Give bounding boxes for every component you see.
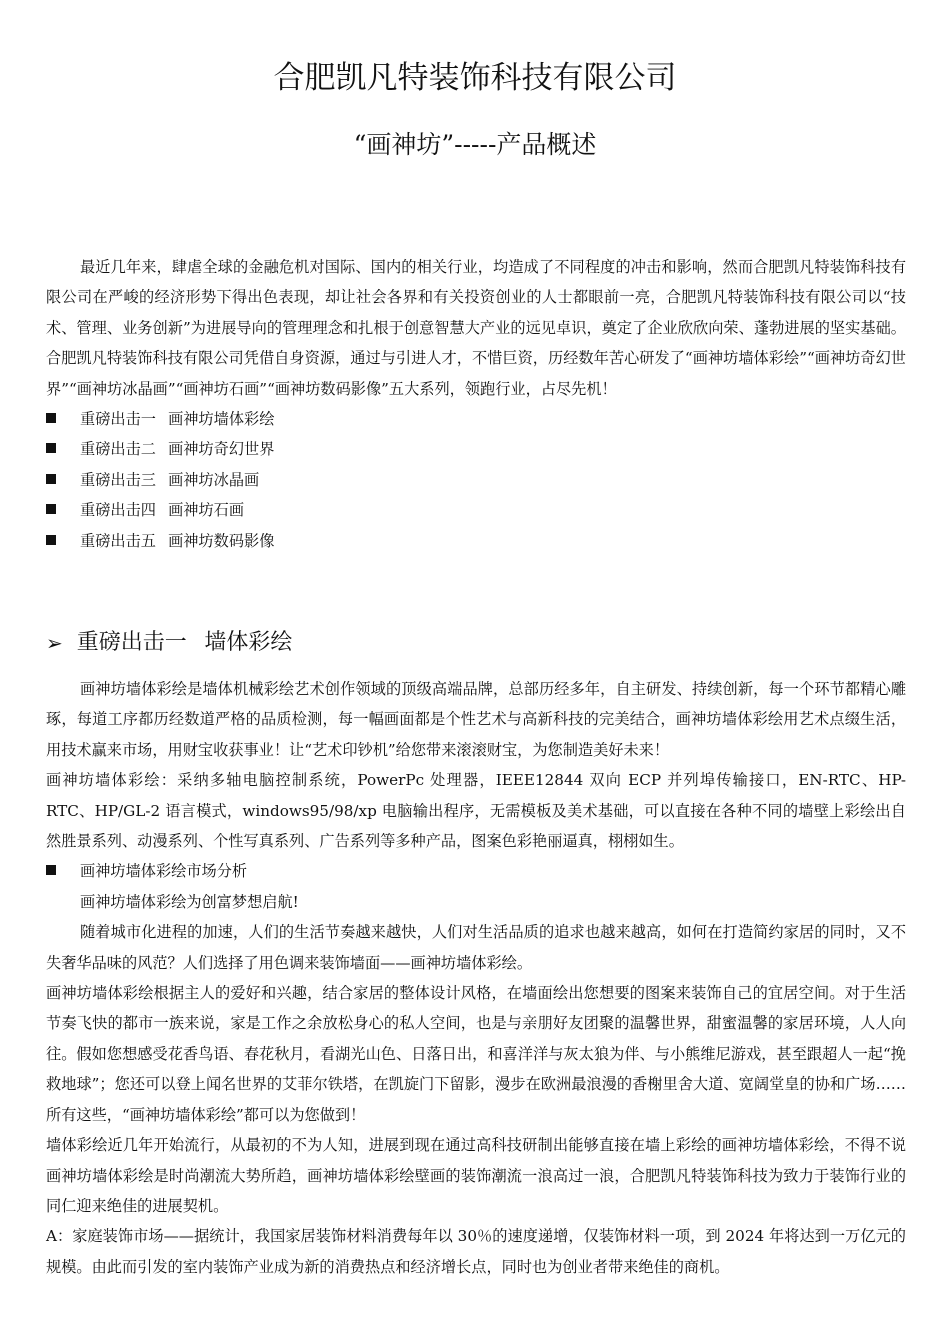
square-bullet-icon bbox=[46, 504, 56, 514]
list-item bbox=[46, 526, 906, 556]
paragraph: 画神坊墙体彩绘：采纳多轴电脑控制系统，PowerPc 处理器，IEEE12844 双向 ECP 并列埠传输接口，EN-RTC、HP-RTC、HP/GL-2 语言模式，windows95/98/xp 电脑输出程序，无需模板及美术基础，可以直接在各种不同的墙壁上彩绘出自然胜景系列、动漫系列、个性写真系列、广告系列等多种产品，图案色彩艳丽逼真，栩栩如生。 bbox=[46, 771, 906, 851]
bullet-product: 画神坊石画 bbox=[168, 501, 245, 520]
intro-section bbox=[46, 252, 906, 556]
bullet-product: 画神坊冰晶画 bbox=[168, 470, 260, 489]
paragraph: A：家庭装饰市场——据统计，我国家居装饰材料消费每年以 30％的速度递增，仅装饰材料一项，到 2024 年将达到一万亿元的规模。由此而引发的室内装饰产业成为新的消费热点和经济增长点，同时也为创业者带来绝佳的商机。 bbox=[46, 1227, 906, 1276]
section-heading-label: 重磅出击一 bbox=[76, 630, 187, 655]
bullet-label: 重磅出击一 bbox=[80, 410, 156, 429]
arrow-bullet-icon: ➢ bbox=[46, 631, 63, 655]
document-subtitle: “画神坊”-----产品概述 bbox=[353, 130, 597, 159]
list-item bbox=[46, 434, 906, 464]
bullet-product: 画神坊墙体彩绘 bbox=[168, 410, 275, 429]
paragraph: 画神坊墙体彩绘是墙体机械彩绘艺术创作领域的顶级高端品牌，总部历经多年，自主研发、持续创新，每一个环节都精心雕琢，每道工序都历经数道严格的品质检测，每一幅画面都是个性艺术与高新科技的完美结合，画神坊墙体彩绘用艺术点缀生活，用技术赢来市场，用财宝收获事业！让“艺术印钞机”给您带来滚滚财宝，为您制造美好未来！ bbox=[46, 680, 906, 759]
list-item bbox=[46, 465, 906, 495]
square-bullet-icon bbox=[46, 413, 56, 423]
section-heading bbox=[46, 626, 906, 660]
bullet-label: 重磅出击五 bbox=[80, 531, 156, 550]
paragraph: 随着城市化进程的加速，人们的生活节奏越来越快，人们对生活品质的追求也越来越高，如何在打造简约家居的同时，又不失奢华品味的风范？人们选择了用色调来装饰墙面——画神坊墙体彩绘。 bbox=[46, 923, 906, 972]
bullet-label: 重磅出击三 bbox=[80, 470, 156, 489]
square-bullet-icon bbox=[46, 535, 56, 545]
paragraph: 墙体彩绘近几年开始流行，从最初的不为人知，进展到现在通过高科技研制出能够直接在墙上彩绘的画神坊墙体彩绘，不得不说画神坊墙体彩绘是时尚潮流大势所趋，画神坊墙体彩绘壁画的装饰潮流一浪高过一浪，合肥凯凡特装饰科技为致力于装饰行业的同仁迎来绝佳的进展契机。 bbox=[46, 1136, 906, 1215]
bullet-label: 重磅出击二 bbox=[80, 440, 156, 459]
list-item bbox=[46, 856, 906, 886]
bullet-label: 重磅出击四 bbox=[80, 501, 156, 520]
paragraph: 画神坊墙体彩绘为创富梦想启航! bbox=[80, 892, 299, 911]
bullet-text: 画神坊墙体彩绘市场分析 bbox=[80, 862, 248, 881]
bullet-product: 画神坊奇幻世界 bbox=[168, 440, 275, 459]
square-bullet-icon bbox=[46, 443, 56, 453]
intro-paragraph: 最近几年来，肆虐全球的金融危机对国际、国内的相关行业，均造成了不同程度的冲击和影响，然而合肥凯凡特装饰科技有限公司在严峻的经济形势下得出色表现，却让社会各界和有关投资创业的人士都眼前一亮，合肥凯凡特装饰科技有限公司以“技术、管理、业务创新”为进展导向的管理理念和扎根于创意智慧大产业的远见卓识，奠定了企业欣欣向荣、蓬勃进展的坚实基础。合肥凯凡特装饰科技有限公司凭借自身资源，通过与引进人才，不惜巨资，历经数年苦心研发了“画神坊墙体彩绘”“画神坊奇幻世界”“画神坊冰晶画”“画神坊石画”“画神坊数码影像”五大系列，领跑行业，占尽先机！ bbox=[46, 258, 906, 398]
square-bullet-icon bbox=[46, 865, 56, 875]
paragraph: 画神坊墙体彩绘根据主人的爱好和兴趣，结合家居的整体设计风格，在墙面绘出您想要的图案来装饰自己的宜居空间。对于生活节奏飞快的都市一族来说，家是工作之余放松身心的私人空间，也是与亲朋好友团聚的温馨世界，甜蜜温馨的家居环境，人人向往。假如您想感受花香鸟语、春花秋月，看湖光山色、日落日出，和喜洋洋与灰太狼为伴、与小熊维尼游戏，甚至跟超人一起“挽救地球”；您还可以登上闻名世界的艾菲尔铁塔，在凯旋门下留影，漫步在欧洲最浪漫的香榭里舍大道、宽阔堂皇的协和广场……所有这些，“画神坊墙体彩绘”都可以为您做到！ bbox=[46, 984, 906, 1124]
square-bullet-icon bbox=[46, 474, 56, 484]
section-heading-name: 墙体彩绘 bbox=[204, 630, 293, 655]
section-body bbox=[46, 674, 906, 1282]
bullet-product: 画神坊数码影像 bbox=[168, 531, 275, 550]
list-item bbox=[46, 404, 906, 434]
company-title: 合肥凯凡特装饰科技有限公司 bbox=[273, 60, 677, 96]
list-item bbox=[46, 495, 906, 525]
